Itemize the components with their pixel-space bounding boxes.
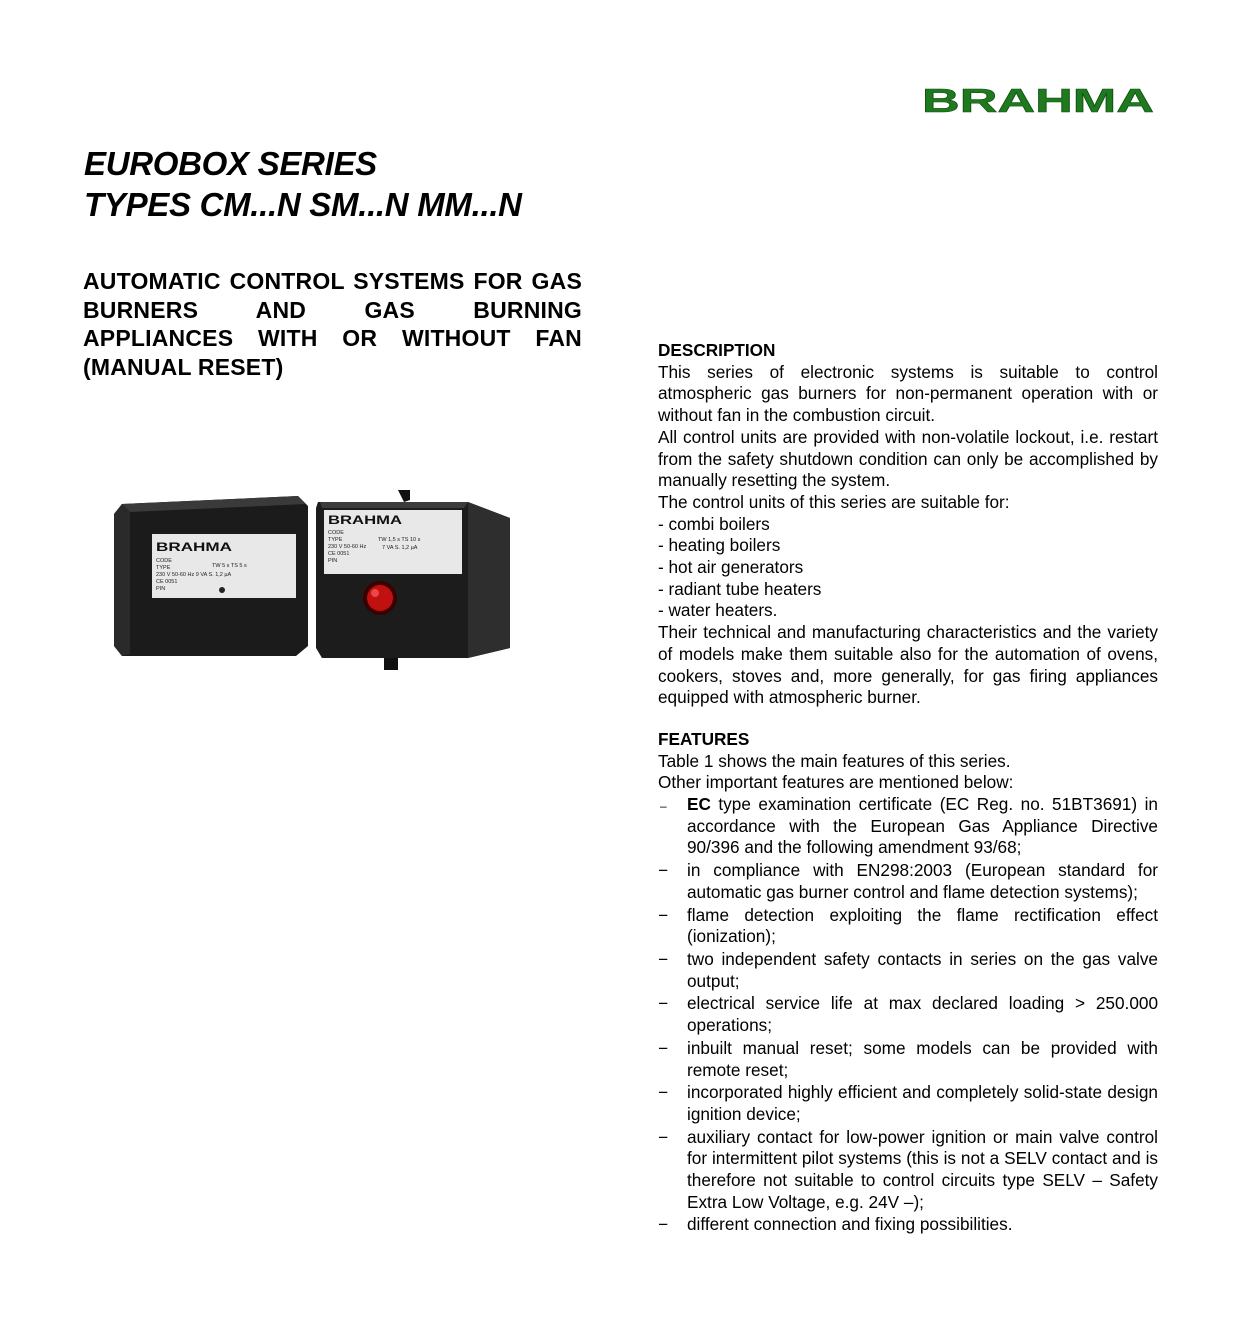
description-heading: DESCRIPTION: [658, 340, 776, 360]
list-item: [658, 1082, 1158, 1125]
list-item-text: in compliance with EN298:2003 (European standard for automatic gas burner control and flame detection systems);: [687, 860, 1158, 902]
right-unit-rating: 7 VA S. 1,2 µA: [382, 545, 418, 551]
uses-list: [658, 514, 1158, 623]
bullet-dash: −: [658, 1037, 669, 1058]
features-list: [658, 794, 1158, 1236]
list-item: [658, 993, 1158, 1036]
list-item-text: inbuilt manual reset; some models can be provided with remote reset;: [687, 1037, 1158, 1080]
bullet-dash: −: [658, 860, 669, 881]
left-unit-line-type: TYPE: [156, 565, 171, 571]
description-paragraph-2: All control units are provided with non-volatile lockout, i.e. restart from the safety shutdown condition can only be accomplished by manually resetting the system.: [658, 426, 1158, 491]
bullet-dash: −: [658, 1126, 669, 1147]
list-item-text: flame detection exploiting the flame rectification effect (ionization);: [687, 904, 1158, 947]
reset-lamp: [367, 585, 393, 611]
right-column: [658, 340, 1158, 1237]
list-item: [658, 794, 1158, 859]
left-unit-line-ce: CE 0051: [156, 579, 178, 585]
bullet-dash: −: [658, 1214, 669, 1235]
list-item: - radiant tube heaters: [658, 578, 822, 599]
left-unit-line-pin: PIN: [156, 586, 166, 592]
left-unit-type-value: TW 5 s TS 5 s: [212, 563, 247, 569]
left-control-unit: [114, 496, 308, 656]
list-item-text: type examination certificate (EC Reg. no. 51BT3691) in accordance with the European Gas Appliance Directive 90/396 and the following amendment 93/68;: [687, 794, 1158, 858]
right-unit-line-type: TYPE: [328, 537, 343, 543]
left-unit-brand: BRAHMA: [156, 540, 233, 554]
right-unit-line-ce: CE 0051: [328, 551, 350, 557]
list-item: [658, 1038, 1158, 1081]
list-item: [658, 1214, 1158, 1236]
left-unit-line-code: CODE: [156, 558, 172, 564]
list-item: [658, 860, 1158, 903]
features-heading: FEATURES: [658, 728, 750, 749]
list-item: [658, 905, 1158, 948]
description-paragraph-3: The control units of this series are suitable for:: [658, 491, 1010, 512]
list-item-text: auxiliary contact for low-power ignition or main valve control for intermittent pilot systems (this is not a SELV contact and is therefore not suitable to control circuits type SELV – Safety Extra Low Voltage, e.g. 24V –);: [687, 1126, 1158, 1212]
bullet-dash: −: [658, 948, 669, 969]
list-item-text: electrical service life at max declared loading > 250.000 operations;: [687, 993, 1158, 1036]
list-item: - heating boilers: [658, 535, 781, 556]
bullet-dash: −: [658, 993, 669, 1014]
left-unit-line-rating: 230 V 50-60 Hz 9 VA S. 1,2 µA: [156, 572, 232, 578]
bullet-dash: −: [658, 904, 669, 925]
description-paragraph-1: This series of electronic systems is suitable to control atmospheric gas burners for non-permanent operation with or without fan in the combustion circuit.: [658, 361, 1158, 426]
right-unit-line-rating: 230 V 50-60 Hz: [328, 544, 367, 550]
list-item-text: different connection and fixing possibilities.: [687, 1214, 1013, 1235]
right-unit-line-pin: PIN: [328, 558, 338, 564]
bullet-dash: −: [658, 1082, 669, 1103]
bullet-dash: –: [660, 799, 667, 814]
title-line-2: TYPES CM...N SM...N MM...N: [84, 186, 522, 223]
features-intro-2: Other important features are mentioned below:: [658, 772, 1014, 793]
list-item: [658, 949, 1158, 992]
product-photo: [108, 488, 528, 673]
list-item-text: incorporated highly efficient and completely solid-state design ignition device;: [687, 1082, 1158, 1124]
right-unit-type-value: TW 1,5 s TS 10 s: [378, 537, 421, 543]
page-title: [84, 143, 522, 225]
list-item-text: two independent safety contacts in series on the gas valve output;: [687, 948, 1158, 991]
features-intro-1: Table 1 shows the main features of this series.: [658, 750, 1011, 771]
list-item: - combi boilers: [658, 513, 770, 534]
list-item: - water heaters.: [658, 600, 778, 621]
title-line-1: EUROBOX SERIES: [84, 145, 377, 182]
brahma-logo: [920, 86, 1156, 116]
right-control-unit: [316, 490, 510, 670]
right-unit-brand: BRAHMA: [328, 513, 403, 527]
brahma-logo-text: BRAHMA: [922, 86, 1154, 116]
description-paragraph-4: Their technical and manufacturing characteristics and the variety of models make them suitable also for the automation of ovens, cookers, stoves and, more generally, for gas firing appliances equipped with atmospheric burner.: [658, 622, 1158, 708]
right-unit-line-code: CODE: [328, 530, 344, 536]
ec-bold: EC: [687, 794, 711, 815]
list-item: - hot air generators: [658, 557, 804, 578]
page-subtitle: AUTOMATIC CONTROL SYSTEMS FOR GAS BURNERS AND GAS BURNING APPLIANCES WITH OR WITHOUT FAN (MANUAL RESET): [83, 268, 582, 381]
list-item: [658, 1127, 1158, 1214]
